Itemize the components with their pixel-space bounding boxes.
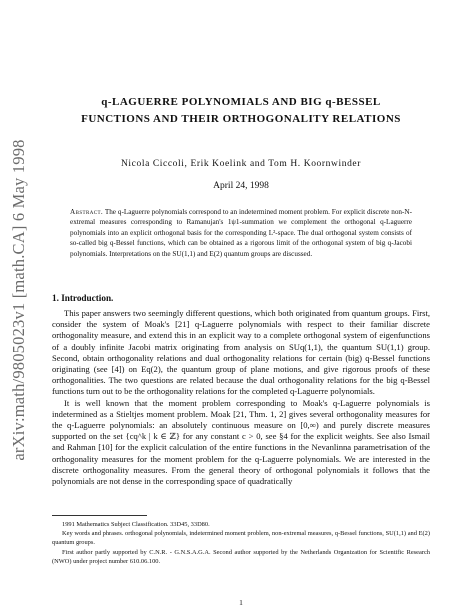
section-heading: 1. Introduction.	[52, 293, 114, 303]
footnote-support: First author partly supported by C.N.R. - G.N.S.A.G.A. Second author supported by the Netherlands Organization for Scientific Research (NWO) under project number 610.06.100.	[52, 548, 430, 565]
paper-authors: Nicola Ciccoli, Erik Koelink and Tom H. Koornwinder	[120, 159, 362, 169]
footnote-msc: 1991 Mathematics Subject Classification. 33D45, 33D80.	[62, 521, 210, 528]
arxiv-identifier: arXiv:math/9805023v1 [math.CA] 6 May 1998	[9, 139, 28, 461]
abstract-block	[70, 207, 412, 259]
abstract-label: Abstract.	[70, 208, 104, 216]
body-paragraph-1: This paper answers two seemingly different questions, which both originated from quantum groups. First, consider the system of Moak's [21] q-Laguerre polynomials with respect to their familiar discrete orthogonality measure, and extend this in an explicit way to a complete orthogonal system of eigenfunctions of a doubly infinite Jacobi matrix originating from analysis on SUq(1,1), the quantum SU(1,1) group. Second, obtain orthogonality relations and dual orthogonality relations for certain (big) q-Bessel functions originating (see [4]) on Eq(2), the quantum group of plane motions, and give rigorous proofs of these orthogonalities. The two questions are related because the dual orthogonality relations for the big q-Bessel functions turn out to be the orthogonality relations for the completed q-Laguerre polynomials.	[52, 308, 430, 397]
footnotes	[52, 520, 430, 566]
paper-date: April 24, 1998	[213, 181, 269, 191]
section-body	[52, 308, 430, 487]
abstract-text: The q-Laguerre polynomials correspond to an indetermined moment problem. For explicit discrete non-N-extremal measures corresponding to Ramanujan's 1ψ1-summation we complement the orthogonal q-Laguerre polynomials into an explicit orthogonal basis for the corresponding L²-space. The dual orthogonal system consists of so-called big q-Bessel functions, which can be obtained as a rigorous limit of the orthogonal system of big q-Jacobi polynomials. Interpretations on the SU(1,1) and E(2) quantum groups are discussed.	[70, 208, 412, 258]
page-number: 1	[239, 598, 243, 607]
paper-title-line-2: FUNCTIONS AND THEIR ORTHOGONALITY RELATIONS	[81, 113, 401, 125]
paper-title-line-1: q-LAGUERRE POLYNOMIALS AND BIG q-BESSEL	[101, 96, 381, 108]
footnote-keywords: Key words and phrases. orthogonal polynomials, indetermined moment problem, non-extremal measures, q-Bessel functions, SU(1,1) and E(2) quantum groups.	[52, 530, 430, 547]
body-paragraph-2: It is well known that the moment problem corresponding to Moak's q-Laguerre polynomials is indetermined as a Stieltjes moment problem. Moak [21, Thm. 1, 2] gives several orthogonality measures for the q-Laguerre polynomials: an absolutely continuous measure on [0,∞) and purely discrete measures supported on the set {cq^k | k ∈ ℤ} for any constant c > 0, see §4 for the explicit weights. See also Ismail and Rahman [10] for the explicit calculation of the entire functions in the Nevanlinna parametrisation of the orthogonality measures for the moment problem for the q-Laguerre polynomials. We are interested in the discrete orthogonality measures. From the general theory of orthogonal polynomials it follows that the polynomials are not dense in the corresponding space of quadratically	[52, 397, 430, 487]
footnote-rule	[52, 515, 147, 516]
arxiv-sidebar	[4, 90, 34, 510]
